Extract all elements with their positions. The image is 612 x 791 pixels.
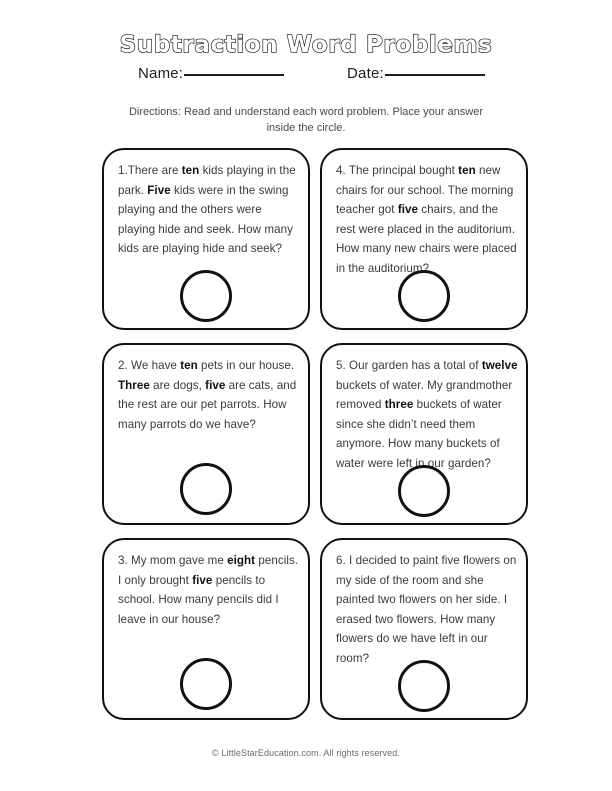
problem-text: 1.There are ten kids playing in the park. Five kids were in the swing playing and the others were playing hide and seek. How many kids are playing hide and seek?: [118, 164, 296, 255]
directions-text: Directions: Read and understand each word problem. Place your answer inside the circle.: [128, 106, 484, 134]
date-field[interactable]: [347, 64, 485, 82]
problem-card-2: [102, 343, 310, 525]
problem-card-1: [102, 148, 310, 330]
problems-grid: [102, 148, 522, 732]
problem-text: 5. Our garden has a total of twelve buckets of water. My grandmother removed three buckets of water since she didn’t need them anymore. How many buckets of water were left in our garden?: [336, 359, 518, 470]
date-label: Date:: [347, 65, 384, 82]
problem-text: 6. I decided to paint five flowers on my side of the room and she painted two flowers on her side. I erased two flowers. How many flowers do we have left in our room?: [336, 554, 517, 665]
problem-card-4: [320, 148, 528, 330]
name-label: Name:: [138, 65, 184, 82]
page-title: Subtraction Word Problems: [119, 32, 493, 58]
answer-circle[interactable]: [180, 463, 232, 515]
answer-circle[interactable]: [398, 660, 450, 712]
answer-circle[interactable]: [180, 658, 232, 710]
answer-circle[interactable]: [398, 270, 450, 322]
problem-card-5: [320, 343, 528, 525]
problem-card-6: [320, 538, 528, 720]
name-date-row: [0, 64, 612, 86]
problem-text: 4. The principal bought ten new chairs for our school. The morning teacher got five chairs, and the rest were placed in the auditorium. How many new chairs were placed in the auditorium?: [336, 164, 517, 275]
name-write-line[interactable]: [184, 64, 284, 76]
answer-circle[interactable]: [180, 270, 232, 322]
problem-text: 2. We have ten pets in our house. Three are dogs, five are cats, and the rest are our pet parrots. How many parrots do we have?: [118, 359, 297, 431]
name-field[interactable]: [138, 64, 284, 82]
problem-card-3: [102, 538, 310, 720]
footer-copyright: © LittleStarEducation.com. All rights reserved.: [212, 748, 400, 758]
answer-circle[interactable]: [398, 465, 450, 517]
problem-text: 3. My mom gave me eight pencils. I only brought five pencils to school. How many pencils did I leave in our house?: [118, 554, 299, 626]
date-write-line[interactable]: [385, 64, 485, 76]
